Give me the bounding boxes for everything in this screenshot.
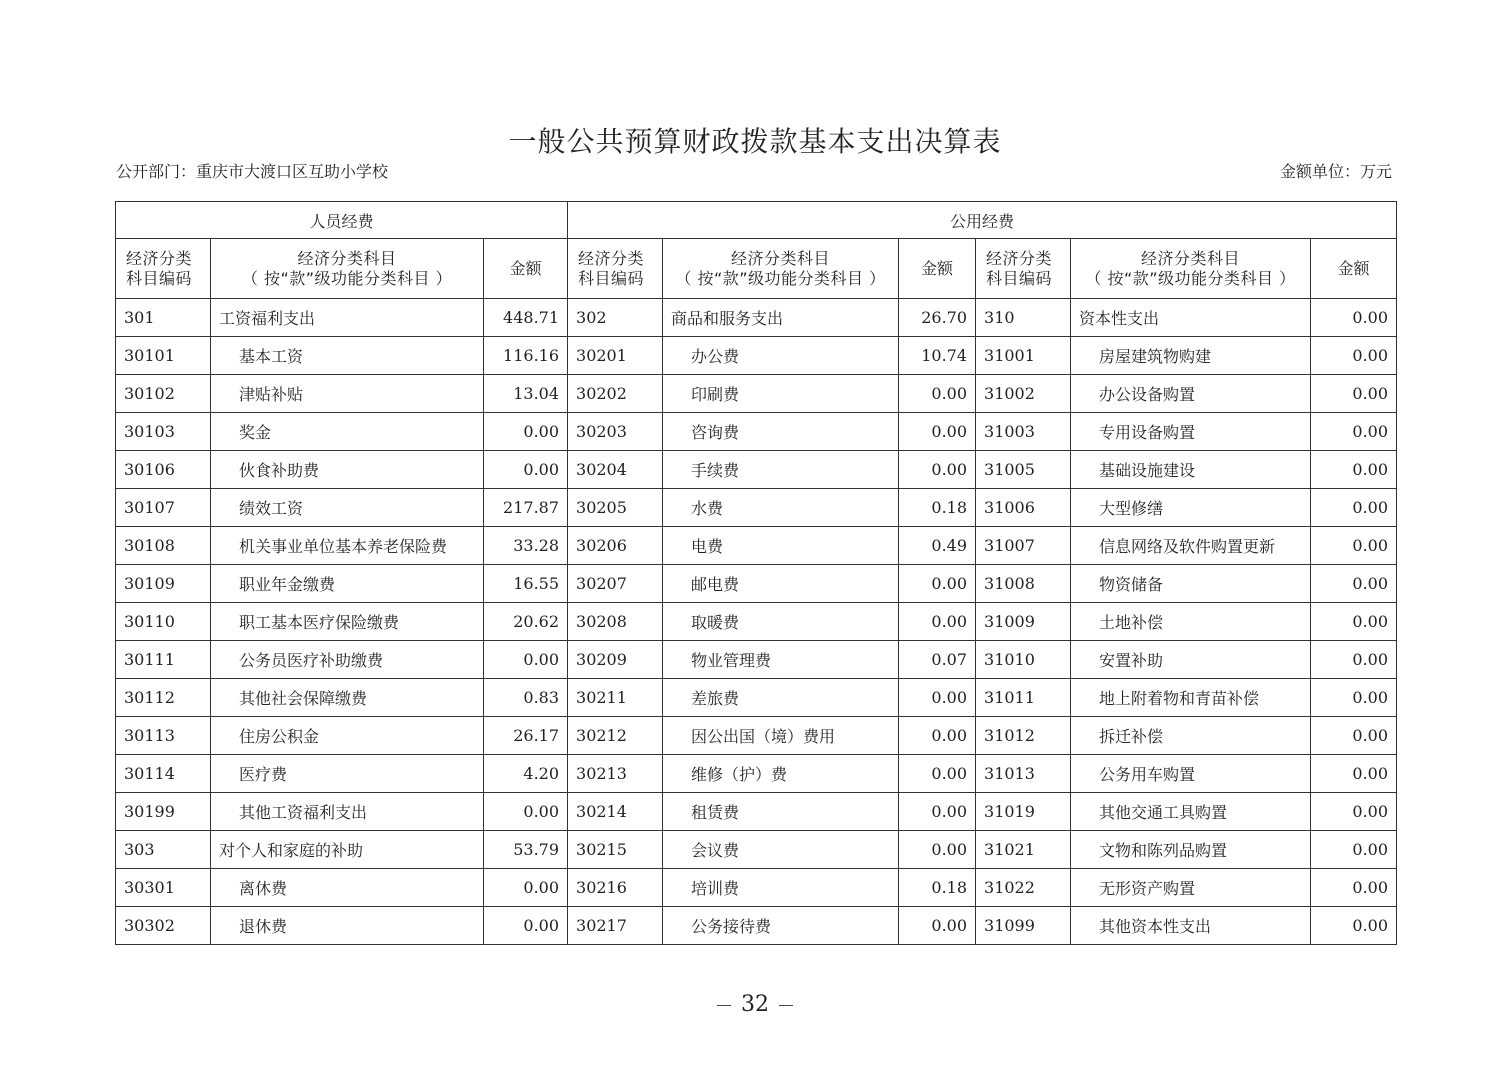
cell-code: 31009 — [976, 603, 1071, 641]
col-code-header — [116, 239, 211, 299]
col-code-header — [976, 239, 1071, 299]
cell-amount: 10.74 — [899, 337, 976, 375]
cell-item-name: 办公设备购置 — [1071, 375, 1311, 413]
cell-amount: 13.04 — [484, 375, 568, 413]
cell-item-name: 租赁费 — [663, 793, 899, 831]
cell-code: 30103 — [116, 413, 211, 451]
cell-amount: 116.16 — [484, 337, 568, 375]
cell-item-name: 土地补偿 — [1071, 603, 1311, 641]
cell-amount: 0.00 — [899, 603, 976, 641]
cell-amount: 33.28 — [484, 527, 568, 565]
col-item-line1: 经济分类科目 — [1141, 248, 1241, 268]
cell-amount: 0.00 — [484, 869, 568, 907]
cell-item-name: 对个人和家庭的补助 — [211, 831, 484, 869]
cell-item-name: 会议费 — [663, 831, 899, 869]
cell-code: 301 — [116, 299, 211, 337]
cell-amount: 0.18 — [899, 869, 976, 907]
col-amount-header: 金额 — [1311, 239, 1397, 299]
col-amount-header: 金额 — [484, 239, 568, 299]
col-code-line2: 科目编码 — [986, 268, 1053, 288]
col-code-line1: 经济分类 — [578, 248, 645, 268]
table-row — [116, 793, 1397, 831]
cell-item-name: 咨询费 — [663, 413, 899, 451]
col-code-line1: 经济分类 — [986, 248, 1053, 268]
cell-amount: 0.00 — [1311, 907, 1397, 945]
cell-code: 31002 — [976, 375, 1071, 413]
col-code-header — [568, 239, 663, 299]
cell-item-name: 工资福利支出 — [211, 299, 484, 337]
cell-code: 30101 — [116, 337, 211, 375]
cell-code: 30211 — [568, 679, 663, 717]
cell-code: 30203 — [568, 413, 663, 451]
cell-item-name: 公务接待费 — [663, 907, 899, 945]
cell-item-name: 办公费 — [663, 337, 899, 375]
cell-item-name: 商品和服务支出 — [663, 299, 899, 337]
page-dash-right — [779, 1005, 793, 1006]
cell-code: 31010 — [976, 641, 1071, 679]
cell-item-name: 信息网络及软件购置更新 — [1071, 527, 1311, 565]
col-code-line2: 科目编码 — [578, 268, 645, 288]
cell-amount: 0.00 — [1311, 793, 1397, 831]
table-row — [116, 565, 1397, 603]
unit-label: 金额单位：万元 — [1279, 162, 1392, 181]
cell-code: 30109 — [116, 565, 211, 603]
cell-amount: 0.18 — [899, 489, 976, 527]
cell-code: 30301 — [116, 869, 211, 907]
cell-code: 31019 — [976, 793, 1071, 831]
table-row — [116, 717, 1397, 755]
col-item-header — [663, 239, 899, 299]
page-number-value: 32 — [741, 992, 769, 1017]
cell-item-name: 安置补助 — [1071, 641, 1311, 679]
cell-amount: 217.87 — [484, 489, 568, 527]
cell-amount: 0.00 — [1311, 831, 1397, 869]
cell-amount: 0.00 — [1311, 717, 1397, 755]
cell-code: 31005 — [976, 451, 1071, 489]
group-header-row — [116, 202, 1397, 239]
cell-amount: 0.00 — [484, 641, 568, 679]
cell-code: 31001 — [976, 337, 1071, 375]
cell-item-name: 维修（护）费 — [663, 755, 899, 793]
cell-code: 31012 — [976, 717, 1071, 755]
cell-item-name: 无形资产购置 — [1071, 869, 1311, 907]
cell-code: 303 — [116, 831, 211, 869]
table-row — [116, 755, 1397, 793]
col-code-line2: 科目编码 — [126, 268, 193, 288]
group-personnel: 人员经费 — [116, 202, 568, 239]
cell-code: 30111 — [116, 641, 211, 679]
table-row — [116, 831, 1397, 869]
cell-item-name: 地上附着物和青苗补偿 — [1071, 679, 1311, 717]
cell-item-name: 职业年金缴费 — [211, 565, 484, 603]
cell-amount: 0.00 — [484, 793, 568, 831]
table-row — [116, 907, 1397, 945]
cell-amount: 0.00 — [899, 413, 976, 451]
cell-item-name: 机关事业单位基本养老保险费 — [211, 527, 484, 565]
table-row — [116, 641, 1397, 679]
table-row — [116, 451, 1397, 489]
cell-code: 31006 — [976, 489, 1071, 527]
cell-amount: 0.00 — [899, 375, 976, 413]
cell-amount: 0.00 — [1311, 337, 1397, 375]
cell-amount: 0.00 — [1311, 565, 1397, 603]
column-header-row — [116, 239, 1397, 299]
cell-amount: 53.79 — [484, 831, 568, 869]
cell-amount: 0.00 — [899, 565, 976, 603]
cell-code: 30204 — [568, 451, 663, 489]
cell-item-name: 基础设施建设 — [1071, 451, 1311, 489]
page-dash-left — [717, 1005, 731, 1006]
page-number — [0, 990, 1510, 1020]
cell-amount: 0.00 — [899, 451, 976, 489]
cell-item-name: 物资储备 — [1071, 565, 1311, 603]
cell-code: 30108 — [116, 527, 211, 565]
cell-code: 30202 — [568, 375, 663, 413]
cell-amount: 0.00 — [484, 451, 568, 489]
table-row — [116, 679, 1397, 717]
cell-item-name: 拆迁补偿 — [1071, 717, 1311, 755]
col-item-line1: 经济分类科目 — [297, 248, 397, 268]
cell-amount: 0.83 — [484, 679, 568, 717]
cell-code: 30207 — [568, 565, 663, 603]
col-item-header — [211, 239, 484, 299]
cell-amount: 16.55 — [484, 565, 568, 603]
cell-amount: 0.00 — [1311, 869, 1397, 907]
col-item-header — [1071, 239, 1311, 299]
cell-amount: 0.00 — [1311, 641, 1397, 679]
cell-code: 30201 — [568, 337, 663, 375]
cell-amount: 0.00 — [1311, 451, 1397, 489]
cell-item-name: 电费 — [663, 527, 899, 565]
cell-code: 30215 — [568, 831, 663, 869]
cell-amount: 26.17 — [484, 717, 568, 755]
cell-code: 31003 — [976, 413, 1071, 451]
cell-amount: 4.20 — [484, 755, 568, 793]
cell-item-name: 其他资本性支出 — [1071, 907, 1311, 945]
cell-item-name: 公务员医疗补助缴费 — [211, 641, 484, 679]
cell-amount: 0.00 — [1311, 375, 1397, 413]
cell-item-name: 其他工资福利支出 — [211, 793, 484, 831]
cell-code: 30216 — [568, 869, 663, 907]
document-title: 一般公共预算财政拨款基本支出决算表 — [508, 125, 1002, 158]
cell-code: 30217 — [568, 907, 663, 945]
col-item-line1: 经济分类科目 — [731, 248, 831, 268]
table-row — [116, 375, 1397, 413]
cell-code: 30114 — [116, 755, 211, 793]
cell-item-name: 津贴补贴 — [211, 375, 484, 413]
cell-item-name: 大型修缮 — [1071, 489, 1311, 527]
cell-item-name: 奖金 — [211, 413, 484, 451]
table-row — [116, 527, 1397, 565]
cell-amount: 0.00 — [899, 717, 976, 755]
cell-amount: 0.00 — [899, 755, 976, 793]
group-public: 公用经费 — [568, 202, 1397, 239]
cell-code: 30214 — [568, 793, 663, 831]
table-row — [116, 489, 1397, 527]
col-item-line2: （ 按“款”级功能分类科目 ） — [241, 268, 453, 288]
cell-code: 302 — [568, 299, 663, 337]
cell-item-name: 资本性支出 — [1071, 299, 1311, 337]
cell-code: 31007 — [976, 527, 1071, 565]
cell-amount: 0.00 — [1311, 527, 1397, 565]
cell-code: 30199 — [116, 793, 211, 831]
cell-amount: 0.00 — [899, 793, 976, 831]
cell-amount: 0.00 — [899, 907, 976, 945]
cell-item-name: 绩效工资 — [211, 489, 484, 527]
cell-code: 30206 — [568, 527, 663, 565]
cell-code: 310 — [976, 299, 1071, 337]
cell-code: 31099 — [976, 907, 1071, 945]
cell-item-name: 邮电费 — [663, 565, 899, 603]
cell-amount: 0.00 — [899, 679, 976, 717]
table-row — [116, 337, 1397, 375]
cell-amount: 0.00 — [1311, 489, 1397, 527]
cell-code: 30213 — [568, 755, 663, 793]
cell-code: 30208 — [568, 603, 663, 641]
cell-item-name: 医疗费 — [211, 755, 484, 793]
cell-code: 30110 — [116, 603, 211, 641]
col-amount-header: 金额 — [899, 239, 976, 299]
cell-item-name: 其他交通工具购置 — [1071, 793, 1311, 831]
cell-amount: 26.70 — [899, 299, 976, 337]
cell-code: 30112 — [116, 679, 211, 717]
cell-code: 31022 — [976, 869, 1071, 907]
cell-item-name: 退休费 — [211, 907, 484, 945]
cell-item-name: 差旅费 — [663, 679, 899, 717]
cell-item-name: 基本工资 — [211, 337, 484, 375]
col-item-line2: （ 按“款”级功能分类科目 ） — [1085, 268, 1296, 288]
table-row — [116, 299, 1397, 337]
cell-code: 30302 — [116, 907, 211, 945]
cell-item-name: 专用设备购置 — [1071, 413, 1311, 451]
expenditure-table — [115, 201, 1397, 945]
cell-code: 30205 — [568, 489, 663, 527]
cell-code: 31021 — [976, 831, 1071, 869]
cell-item-name: 住房公积金 — [211, 717, 484, 755]
cell-code: 31013 — [976, 755, 1071, 793]
cell-code: 30113 — [116, 717, 211, 755]
department-label: 公开部门：重庆市大渡口区互助小学校 — [116, 162, 389, 181]
cell-code: 30212 — [568, 717, 663, 755]
cell-item-name: 因公出国（境）费用 — [663, 717, 899, 755]
cell-amount: 448.71 — [484, 299, 568, 337]
cell-code: 30102 — [116, 375, 211, 413]
cell-amount: 0.07 — [899, 641, 976, 679]
cell-item-name: 公务用车购置 — [1071, 755, 1311, 793]
cell-code: 30107 — [116, 489, 211, 527]
cell-item-name: 水费 — [663, 489, 899, 527]
table-row — [116, 603, 1397, 641]
cell-item-name: 文物和陈列品购置 — [1071, 831, 1311, 869]
cell-item-name: 培训费 — [663, 869, 899, 907]
cell-item-name: 职工基本医疗保险缴费 — [211, 603, 484, 641]
cell-code: 30106 — [116, 451, 211, 489]
cell-amount: 0.00 — [1311, 299, 1397, 337]
cell-amount: 0.49 — [899, 527, 976, 565]
cell-amount: 0.00 — [484, 907, 568, 945]
cell-item-name: 手续费 — [663, 451, 899, 489]
cell-amount: 0.00 — [1311, 755, 1397, 793]
col-item-line2: （ 按“款”级功能分类科目 ） — [675, 268, 886, 288]
cell-code: 31008 — [976, 565, 1071, 603]
cell-code: 30209 — [568, 641, 663, 679]
cell-item-name: 取暖费 — [663, 603, 899, 641]
cell-amount: 0.00 — [1311, 603, 1397, 641]
cell-amount: 0.00 — [1311, 413, 1397, 451]
table-row — [116, 869, 1397, 907]
cell-amount: 0.00 — [484, 413, 568, 451]
cell-item-name: 印刷费 — [663, 375, 899, 413]
cell-item-name: 物业管理费 — [663, 641, 899, 679]
cell-item-name: 伙食补助费 — [211, 451, 484, 489]
cell-item-name: 其他社会保障缴费 — [211, 679, 484, 717]
cell-item-name: 房屋建筑物购建 — [1071, 337, 1311, 375]
cell-amount: 20.62 — [484, 603, 568, 641]
cell-item-name: 离休费 — [211, 869, 484, 907]
table-row — [116, 413, 1397, 451]
cell-amount: 0.00 — [899, 831, 976, 869]
col-code-line1: 经济分类 — [126, 248, 193, 268]
table-body — [116, 299, 1397, 945]
cell-amount: 0.00 — [1311, 679, 1397, 717]
cell-code: 31011 — [976, 679, 1071, 717]
